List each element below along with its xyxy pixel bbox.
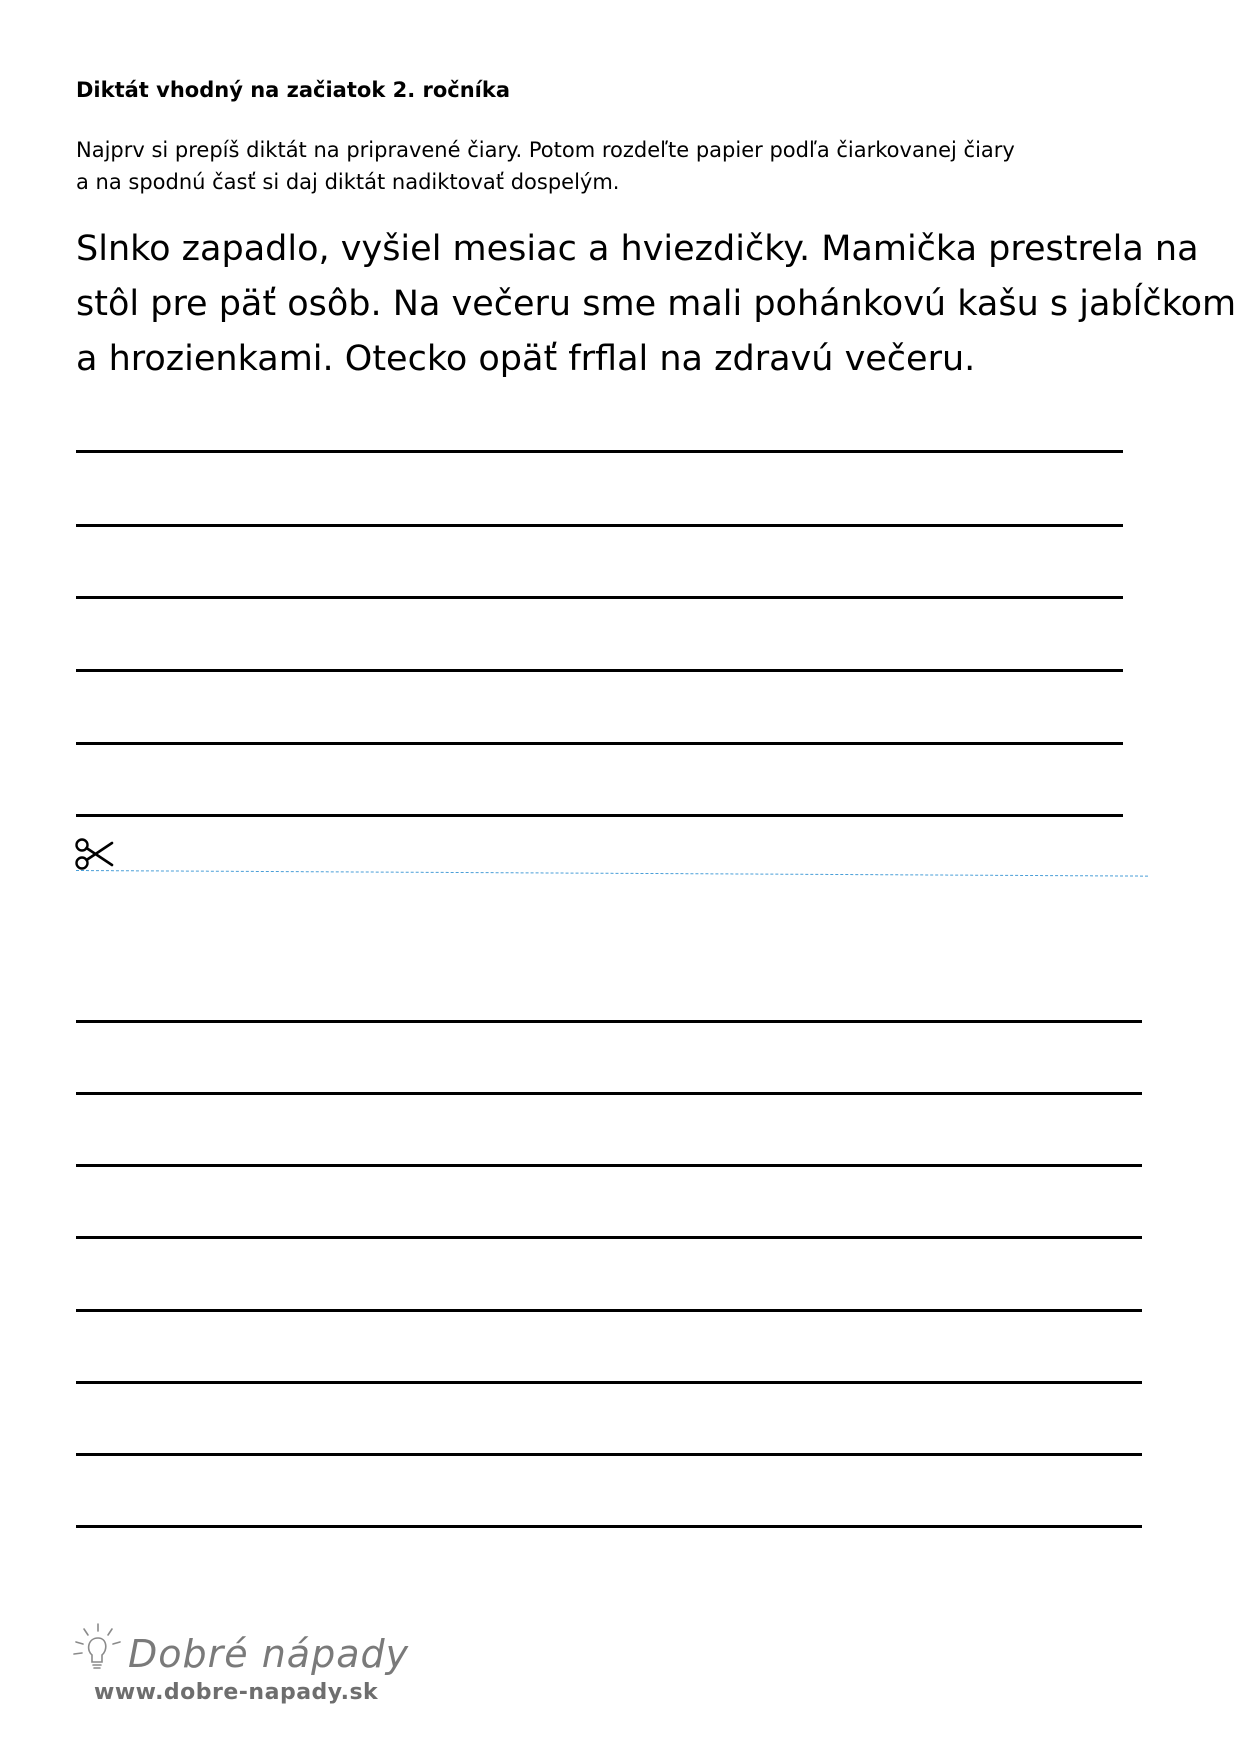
writing-line (76, 1236, 1142, 1239)
writing-line (76, 596, 1123, 599)
instructions-line-2: a na spodnú časť si daj diktát nadiktovať dospelým. (76, 170, 620, 194)
writing-line (76, 1092, 1142, 1095)
cut-line (76, 870, 1148, 877)
writing-line (76, 742, 1123, 745)
writing-line (76, 1525, 1142, 1528)
writing-line (76, 1453, 1142, 1456)
writing-line (76, 669, 1123, 672)
writing-line (76, 814, 1123, 817)
writing-line (76, 1309, 1142, 1312)
dictation-line-2: stôl pre päť osôb. Na večeru sme mali pohánkovú kašu s jabĺčkom (76, 284, 1237, 324)
writing-line (76, 1381, 1142, 1384)
writing-line (76, 1164, 1142, 1167)
writing-line (76, 450, 1123, 453)
writing-line (76, 1020, 1142, 1023)
lightbulb-icon (66, 1620, 128, 1680)
dictation-line-3: a hrozienkami. Otecko opäť frflal na zdravú večeru. (76, 339, 976, 379)
logo-url: www.dobre-napady.sk (94, 1680, 379, 1705)
worksheet-title: Diktát vhodný na začiatok 2. ročníka (76, 78, 511, 102)
dictation-text (76, 222, 1237, 387)
dictation-line-1: Slnko zapadlo, vyšiel mesiac a hviezdičky. Mamička prestrela na (76, 229, 1199, 269)
instructions (76, 134, 1176, 198)
scissors-icon (74, 836, 114, 872)
writing-line (76, 524, 1123, 527)
site-logo (66, 1620, 410, 1720)
logo-name: Dobré nápady (128, 1632, 410, 1676)
instructions-line-1: Najprv si prepíš diktát na pripravené čiary. Potom rozdeľte papier podľa čiarkovanej čiary (76, 138, 1015, 162)
